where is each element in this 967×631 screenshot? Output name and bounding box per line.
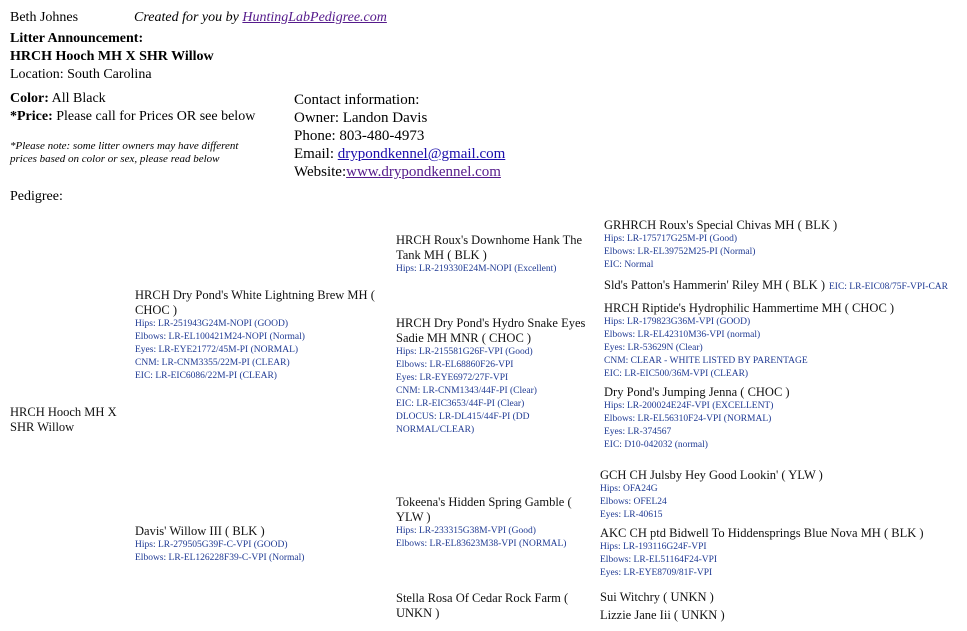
health-line: Hips: LR-193116G24F-VPI <box>600 542 707 552</box>
ggp-block <box>604 218 964 272</box>
subject-line: SHR Willow <box>10 420 75 434</box>
contact-owner: Owner: Landon Davis <box>294 110 428 126</box>
contact-phone: Phone: 803-480-4973 <box>294 128 425 144</box>
health-line: Elbows: LR-EL68860F26-VPI <box>396 360 514 370</box>
health-line: Hips: LR-279505G39F-C-VPI (GOOD) <box>135 540 288 550</box>
sire-dam-block <box>396 316 596 437</box>
health-line: CNM: LR-CNM3355/22M-PI (CLEAR) <box>135 358 290 368</box>
color-line <box>10 90 106 107</box>
dam-sire-name: Tokeena's Hidden Spring Gamble ( YLW ) <box>396 495 572 524</box>
health-line: Hips: LR-200024E24F-VPI (EXCELLENT) <box>604 401 774 411</box>
ggp-block <box>604 276 964 294</box>
color-label: Color: <box>10 91 49 106</box>
huntinglab-link[interactable]: HuntingLabPedigree.com <box>242 10 387 25</box>
health-line: Elbows: LR-EL126228F39-C-VPI (Normal) <box>135 553 305 563</box>
dam-dam-name: Stella Rosa Of Cedar Rock Farm ( UNKN ) <box>396 591 569 620</box>
dam-block <box>135 524 390 565</box>
health-line: Hips: LR-233315G38M-VPI (Good) <box>396 526 536 536</box>
announcement-label: Litter Announcement: <box>10 31 144 46</box>
pedigree-subject <box>10 405 130 435</box>
ggp-health <box>604 233 964 272</box>
contact-website-line <box>294 163 505 181</box>
website-label: Website: <box>294 164 347 180</box>
health-line: Eyes: LR-EYE21772/45M-PI (NORMAL) <box>135 345 299 355</box>
dam-dam-block <box>396 591 591 621</box>
sire-name: HRCH Dry Pond's White Lightning Brew MH ( CHOC ) <box>135 288 375 317</box>
health-line: Elbows: LR-EL100421M24-NOPI (Normal) <box>135 332 305 342</box>
health-line: Hips: OFA24G <box>600 484 658 494</box>
price-value: Please call for Prices OR see below <box>52 109 256 124</box>
health-line: Elbows: OFEL24 <box>600 497 667 507</box>
dam-sire-block <box>396 495 591 551</box>
health-line: Eyes: LR-EYE8709/81F-VPI <box>600 568 713 578</box>
sire-dam-health <box>396 346 596 437</box>
health-line: Elbows: LR-EL42310M36-VPI (normal) <box>604 330 761 340</box>
sire-sire-block <box>396 233 596 276</box>
ggp-name: Sld's Patton's Hammerin' Riley MH ( BLK ) <box>604 278 825 292</box>
author-name: Beth Johnes <box>10 10 79 25</box>
contact-email-line <box>294 145 505 163</box>
ggp-block <box>604 301 964 381</box>
ggp-block <box>604 385 964 452</box>
health-line: Hips: LR-175717G25M-PI (Good) <box>604 234 737 244</box>
sire-sire-health <box>396 263 596 276</box>
email-link[interactable]: drypondkennel@gmail.com <box>337 146 506 162</box>
health-line: EIC: LR-EIC500/36M-VPI (CLEAR) <box>604 369 749 379</box>
note-line: *Please note: some litter owners may have different <box>10 140 239 152</box>
pedigree-heading: Pedigree: <box>10 189 63 204</box>
ggp-name: AKC CH ptd Bidwell To Hiddensprings Blue Nova MH ( BLK ) <box>600 526 924 540</box>
price-line <box>10 108 255 125</box>
website-link[interactable]: www.drypondkennel.com <box>346 164 501 180</box>
color-value: All Black <box>48 91 106 106</box>
subject-line: HRCH Hooch MH X <box>10 405 117 419</box>
created-prefix: Created for you by <box>134 10 243 25</box>
health-line: Hips: LR-251943G24M-NOPI (GOOD) <box>135 319 289 329</box>
health-line: EIC: Normal <box>604 260 654 270</box>
sire-block <box>135 288 390 383</box>
location: Location: South Carolina <box>10 67 152 82</box>
note-line: prices based on color or sex, please read below <box>10 153 220 165</box>
health-line: Elbows: LR-EL39752M25-PI (Normal) <box>604 247 756 257</box>
sire-sire-name: HRCH Roux's Downhome Hank The Tank MH ( BLK ) <box>396 233 583 262</box>
ggp-health <box>600 541 962 580</box>
ggp-inline-health: EIC: LR-EIC08/75F-VPI-CAR <box>828 282 948 292</box>
health-line: CNM: CLEAR - WHITE LISTED BY PARENTAGE <box>604 356 808 366</box>
health-line: Eyes: LR-EYE6972/27F-VPI <box>396 373 509 383</box>
health-line: Hips: LR-179823G36M-VPI (GOOD) <box>604 317 751 327</box>
contact-block <box>294 91 505 181</box>
ggp-name: Sui Witchry ( UNKN ) <box>600 590 714 604</box>
ggp-name: Lizzie Jane Iii ( UNKN ) <box>600 608 725 622</box>
dam-health <box>135 539 390 565</box>
ggp-health <box>604 316 964 381</box>
sire-dam-name: HRCH Dry Pond's Hydro Snake Eyes Sadie MH MNR ( CHOC ) <box>396 316 586 345</box>
ggp-name: Dry Pond's Jumping Jenna ( CHOC ) <box>604 385 790 399</box>
ggp-health <box>604 400 964 452</box>
ggp-health <box>600 483 960 522</box>
health-line: Eyes: LR-53629N (Clear) <box>604 343 703 353</box>
health-line: DLOCUS: LR-DL415/44F-PI (DD <box>396 412 530 422</box>
health-line: Hips: LR-215581G26F-VPI (Good) <box>396 347 533 357</box>
ggp-block <box>600 468 960 522</box>
health-line: EIC: D10-042032 (normal) <box>604 440 708 450</box>
sire-health <box>135 318 390 383</box>
health-line: EIC: LR-EIC6086/22M-PI (CLEAR) <box>135 371 277 381</box>
health-line: Eyes: LR-40615 <box>600 510 663 520</box>
price-label: *Price: <box>10 109 53 124</box>
created-by <box>134 9 387 26</box>
health-line: EIC: LR-EIC3653/44F-PI (Clear) <box>396 399 525 409</box>
price-note <box>10 140 238 166</box>
health-line: Elbows: LR-EL51164F24-VPI <box>600 555 718 565</box>
health-line: Elbows: LR-EL56310F24-VPI (NORMAL) <box>604 414 772 424</box>
ggp-name: GRHRCH Roux's Special Chivas MH ( BLK ) <box>604 218 838 232</box>
health-line: NORMAL/CLEAR) <box>396 425 475 435</box>
dam-sire-health <box>396 525 591 551</box>
email-label: Email: <box>294 146 338 162</box>
ggp-name: GCH CH Julsby Hey Good Lookin' ( YLW ) <box>600 468 823 482</box>
health-line: CNM: LR-CNM1343/44F-PI (Clear) <box>396 386 537 396</box>
contact-heading: Contact information: <box>294 92 420 108</box>
ggp-name: HRCH Riptide's Hydrophilic Hammertime MH ( CHOC ) <box>604 301 895 315</box>
ggp-block <box>600 608 960 623</box>
health-line: Elbows: LR-EL83623M38-VPI (NORMAL) <box>396 539 567 549</box>
ggp-block <box>600 590 960 605</box>
health-line: Eyes: LR-374567 <box>604 427 672 437</box>
dam-name: Davis' Willow III ( BLK ) <box>135 524 265 538</box>
litter-title: HRCH Hooch MH X SHR Willow <box>10 49 214 64</box>
health-line: Hips: LR-219330E24M-NOPI (Excellent) <box>396 264 557 274</box>
ggp-block <box>600 526 962 580</box>
